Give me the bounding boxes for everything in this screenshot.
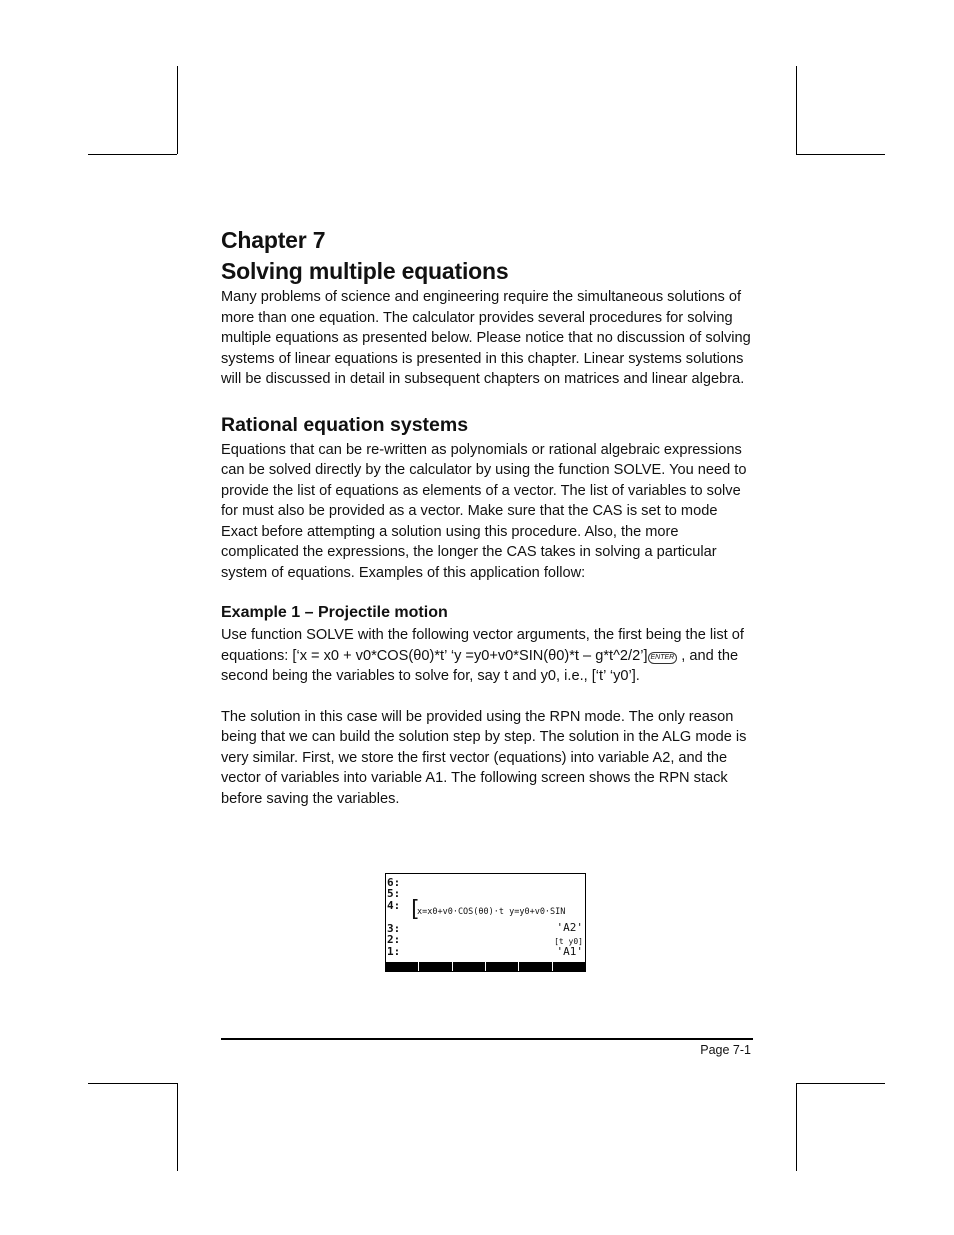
- intro-paragraph: Many problems of science and engineering require the simultaneous solutions of more than one equation. The calculator provides several procedures for solving multiple equations as presented below. Please notice that no discussion of solving systems of linear equations is presented in this chapter. Linear systems solutions will be discussed in detail in subsequent chapters on matrices and linear algebra.: [221, 289, 751, 387]
- stack-level-4-value: x=x0+v0·COS(θ0)·t y=y0+v0·SIN: [417, 907, 566, 917]
- softkey-6: [553, 962, 585, 971]
- chapter-heading: [221, 225, 756, 287]
- example-paragraph-1: [221, 625, 756, 687]
- stack-level-6-label: 6:: [387, 876, 401, 889]
- crop-mark-bottom-right-horizontal: [796, 1083, 885, 1084]
- section-heading: Rational equation systems: [221, 413, 469, 436]
- stack-level-4-label: 4:: [387, 899, 401, 912]
- enter-key-icon: ENTER: [648, 652, 678, 664]
- softkey-2: [419, 962, 452, 971]
- softkey-5: [519, 962, 552, 971]
- example-text-a: Use function SOLVE with the following vector arguments, the first being the list of equations: [‘x = x0 + v0*COS(θ0)*t’ ‘y =y0+v0*SIN(θ0)*t – g*t^2/2’]: [221, 627, 744, 664]
- section-paragraph: Equations that can be re-written as polynomials or rational algebraic expressions can be solved directly by the calculator by using the function SOLVE. You need to provide the list of equations as elements of a vector. The list of variables to solve for must also be provided as a vector. Make sure that the CAS is set to mode Exact before attempting a solution using this procedure. Also, the more complicated the expressions, the longer the CAS takes in solving a particular system of equations. Examples of this application follow:: [221, 441, 747, 581]
- stack-level-1-label: 1:: [387, 945, 401, 958]
- crop-mark-bottom-left-vertical: [177, 1083, 178, 1171]
- softkey-1: [386, 962, 419, 971]
- softkey-3: [453, 962, 486, 971]
- page-number: Page 7-1: [700, 1043, 751, 1057]
- calculator-screen: [385, 873, 586, 972]
- stack-level-5-label: 5:: [387, 887, 401, 900]
- stack-level-2-value: [t y0]: [554, 937, 583, 946]
- crop-mark-top-right-vertical: [796, 66, 797, 154]
- softkey-menu-bar: [386, 962, 585, 971]
- example-paragraph-2: The solution in this case will be provided using the RPN mode. The only reason being that we can build the solution step by step. The solution in the ALG mode is very similar. First, we store the first vector (equations) into variable A2, and the vector of variables into variable A1. The following screen shows the RPN stack before saving the variables.: [221, 708, 747, 807]
- crop-mark-top-left-vertical: [177, 66, 178, 154]
- chapter-title: Solving multiple equations: [221, 258, 509, 284]
- crop-mark-top-right-horizontal: [796, 154, 885, 155]
- chapter-number: Chapter 7: [221, 227, 326, 253]
- page-content: [221, 225, 756, 809]
- stack-level-1-value: 'A1': [556, 945, 583, 958]
- footer-rule: [221, 1038, 753, 1040]
- crop-mark-bottom-left-horizontal: [88, 1083, 177, 1084]
- stack-level-2-label: 2:: [387, 933, 401, 946]
- softkey-4: [486, 962, 519, 971]
- stack-level-3-label: 3:: [387, 922, 401, 935]
- example-text-b: , and the second being the variables to solve for, say t and y0, i.e., [‘t’ ‘y0’].: [221, 647, 739, 684]
- crop-mark-bottom-right-vertical: [796, 1083, 797, 1171]
- crop-mark-top-left-horizontal: [88, 154, 177, 155]
- example-heading: Example 1 – Projectile motion: [221, 604, 448, 621]
- stack-level-3-value: 'A2': [556, 921, 583, 934]
- stack-level-4-bracket: [: [408, 897, 422, 922]
